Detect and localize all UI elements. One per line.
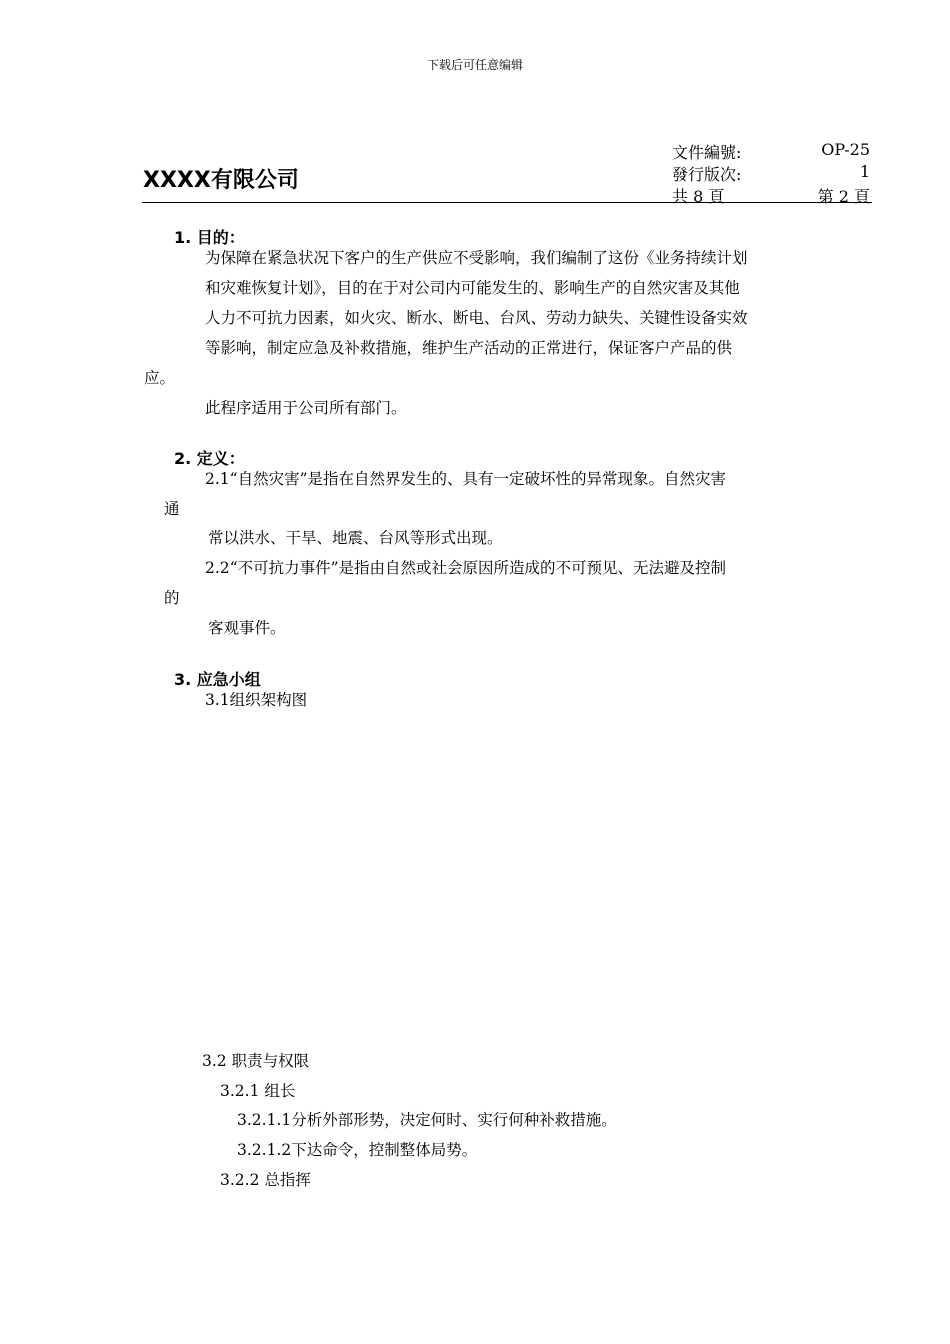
leader-title: 3.2.1 组长 [220, 1082, 296, 1100]
org-chart-label: 3.1组织架构图 [205, 691, 308, 709]
paragraph-line: 2.1“自然灾害”是指在自然界发生的、具有一定破坏性的异常现象。自然灾害 [205, 470, 727, 488]
paragraph-line: 常以洪水、干旱、地震、台风等形式出现。 [208, 529, 503, 547]
paragraph-line: 和灾难恢复计划》，目的在于对公司内可能发生的、影响生产的自然灾害及其他 [205, 279, 740, 297]
company-name: XXXX有限公司 [143, 168, 299, 193]
section-heading: 3. 应急小组 [174, 670, 261, 689]
section-heading: 1. 目的： [174, 228, 245, 247]
paragraph-line: 2.2“不可抗力事件”是指由自然或社会原因所造成的不可预见、无法避及控制 [205, 559, 727, 577]
scope-line: 此程序适用于公司所有部门。 [205, 399, 407, 417]
header-divider [142, 202, 872, 203]
section-heading: 2. 定义： [174, 449, 245, 468]
paragraph-line: 客观事件。 [208, 619, 286, 637]
doc-number-label: 文件編號: [672, 143, 742, 162]
paragraph-line: 等影响，制定应急及补救措施，维护生产活动的正常进行，保证客户产品的供 [205, 339, 733, 357]
doc-number-value: OP-25 [821, 140, 870, 159]
paragraph-line: 应。 [144, 369, 176, 387]
paragraph-line: 通 [164, 500, 180, 518]
download-note: 下载后可任意编辑 [426, 58, 523, 72]
commander-title: 3.2.2 总指挥 [220, 1171, 311, 1189]
paragraph-line: 的 [164, 589, 180, 607]
leader-duty-item: 3.2.1.2下达命令，控制整体局势。 [237, 1141, 478, 1159]
version-value: 1 [859, 162, 870, 181]
version-label: 發行版次: [672, 165, 742, 184]
total-pages: 共 8 頁 [672, 187, 725, 206]
leader-duty-item: 3.2.1.1分析外部形势，决定何时、实行何种补救措施。 [237, 1111, 617, 1129]
paragraph-line: 为保障在紧急状况下客户的生产供应不受影响，我们编制了这份《业务持续计划 [205, 249, 748, 267]
page-number: 第 2 頁 [817, 187, 870, 206]
paragraph-line: 人力不可抗力因素，如火灾、断水、断电、台风、劳动力缺失、关键性设备实效 [205, 309, 748, 327]
duties-title: 3.2 职责与权限 [202, 1052, 310, 1070]
